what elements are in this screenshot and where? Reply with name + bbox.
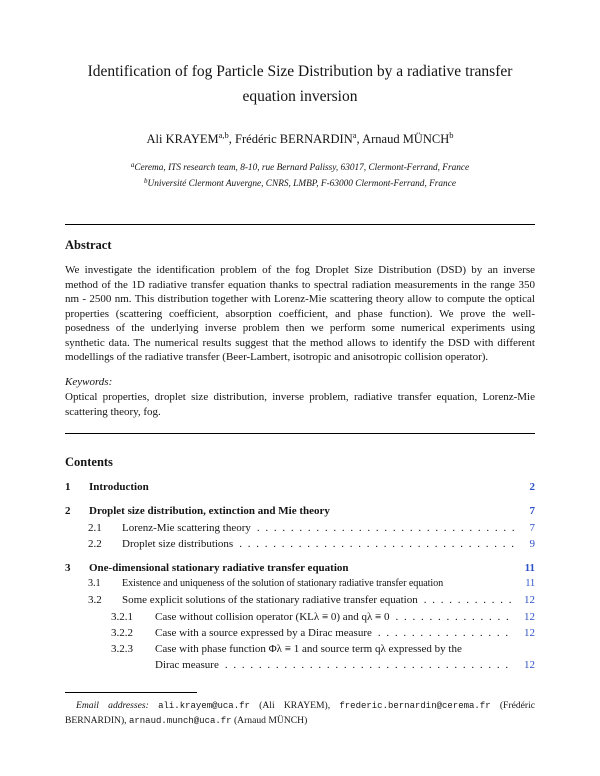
toc-page-link[interactable]: 12 bbox=[524, 659, 535, 672]
toc-dot-leader bbox=[424, 592, 514, 608]
author-separator: , bbox=[228, 131, 236, 146]
author-affiliation-superscript: b bbox=[449, 129, 454, 140]
toc-section-number: 1 bbox=[65, 481, 71, 494]
toc-entry-droplet-size[interactable] bbox=[65, 503, 535, 519]
affiliation-marker: a bbox=[130, 160, 135, 169]
toc-dot-leader bbox=[395, 609, 514, 625]
table-of-contents bbox=[65, 479, 535, 673]
toc-page-link[interactable]: 12 bbox=[524, 610, 535, 623]
email-address: frederic.bernardin@cerema.fr bbox=[339, 701, 491, 712]
toc-page-link[interactable]: 12 bbox=[524, 594, 535, 607]
toc-section-title: Case with a source expressed by a Dirac measure bbox=[155, 626, 372, 639]
email-address: arnaud.munch@uca.fr bbox=[128, 715, 232, 726]
affiliation-text: Cerema, ITS research team, 8-10, rue Bernard Palissy, 63017, Clermont-Ferrand, France bbox=[134, 162, 470, 173]
toc-section-title: Lorenz-Mie scattering theory bbox=[122, 521, 251, 534]
toc-dot-leader bbox=[239, 536, 514, 552]
toc-entry-lorenz-mie[interactable] bbox=[65, 520, 535, 536]
toc-section-title: Droplet size distribution, extinction and Mie theory bbox=[89, 505, 330, 518]
toc-entry-radiative-transfer[interactable] bbox=[65, 560, 535, 576]
toc-page-link[interactable]: 11 bbox=[525, 578, 535, 590]
affiliations-block bbox=[65, 160, 535, 192]
affiliation-text: Université Clermont Auvergne, CNRS, LMBP, F-63000 Clermont-Ferrand, France bbox=[147, 178, 456, 189]
abstract-heading: Abstract bbox=[65, 238, 112, 253]
toc-page-link[interactable]: 7 bbox=[529, 505, 535, 518]
affiliation-line bbox=[65, 160, 535, 176]
keywords-text: Optical properties, droplet size distribution, inverse problem, radiative transfer equation, Lorenz-Mie scattering theory, fog. bbox=[65, 391, 535, 418]
keywords-label: Keywords: bbox=[65, 376, 113, 389]
affiliation-line bbox=[65, 176, 535, 192]
toc-section-title: One-dimensional stationary radiative transfer equation bbox=[89, 561, 349, 574]
toc-entry-existence-uniqueness[interactable] bbox=[65, 576, 535, 592]
toc-page-link[interactable]: 12 bbox=[524, 626, 535, 639]
toc-section-number: 3.2.1 bbox=[111, 610, 133, 623]
paper-title: Identification of fog Particle Size Distribution by a radiative transfer equation inversion bbox=[87, 63, 513, 105]
toc-section-title: Case with phase function Φλ ≡ 1 and source term qλ expressed by the bbox=[155, 642, 462, 655]
author-affiliation-superscript: a bbox=[352, 129, 357, 140]
author-name: Arnaud MÜNCH bbox=[362, 131, 450, 146]
toc-section-number: 2.2 bbox=[88, 537, 102, 550]
toc-entry-explicit-solutions[interactable] bbox=[65, 592, 535, 608]
toc-entry-introduction[interactable] bbox=[65, 479, 535, 495]
toc-entry-case-phase-function-continuation[interactable] bbox=[65, 657, 535, 673]
toc-section-title: Introduction bbox=[89, 481, 149, 494]
frontmatter-rule-top bbox=[65, 224, 535, 225]
toc-entry-droplet-distributions[interactable] bbox=[65, 536, 535, 552]
author-name: Frédéric BERNARDIN bbox=[235, 131, 353, 146]
authors-line bbox=[65, 130, 535, 147]
author-affiliation-superscript: a,b bbox=[218, 129, 229, 140]
email-owner: (Arnaud MÜNCH) bbox=[231, 714, 308, 726]
toc-section-title: Some explicit solutions of the stationary radiative transfer equation bbox=[122, 594, 418, 607]
toc-section-number: 3.2 bbox=[88, 594, 102, 607]
toc-section-number: 3.1 bbox=[88, 578, 101, 590]
toc-dot-leader bbox=[225, 657, 514, 673]
email-address: ali.krayem@uca.fr bbox=[158, 701, 250, 712]
toc-section-title: Droplet size distributions bbox=[122, 537, 234, 550]
toc-page-link[interactable]: 2 bbox=[529, 481, 535, 494]
toc-section-number: 3.2.3 bbox=[111, 642, 133, 655]
footnote-email-addresses bbox=[65, 699, 535, 728]
toc-entry-case-dirac-source[interactable] bbox=[65, 625, 535, 641]
email-owner: (Frédéric BERNARDIN), bbox=[65, 700, 536, 726]
frontmatter-rule-bottom bbox=[65, 433, 535, 434]
contents-heading: Contents bbox=[65, 455, 113, 470]
toc-section-title: Existence and uniqueness of the solution of stationary radiative transfer equation bbox=[122, 578, 444, 590]
toc-section-title: Dirac measure bbox=[155, 659, 219, 672]
author-separator: , bbox=[356, 131, 363, 146]
toc-page-link[interactable]: 9 bbox=[529, 537, 535, 550]
abstract-text: We investigate the identification problem of the fog Droplet Size Distribution (DSD) by an inverse method of the 1D radiative transfer equation thanks to spectral radiation measurements in the range 350 nm - 2500 nm. This distribution together with Lorenz-Mie scattering theory allow to compute the optical properties (scattering coefficient, absorption coefficient, and phase function). We prove the well-posedness of the underlying inverse problem then we perform some numerical experiments using synthetic data. The numerical results suggest that the method allows to identify the DSD with different modellings of the radiative transfer (Beer-Lambert, isotropic and anisotropic collision operator). bbox=[65, 264, 535, 363]
toc-section-number: 2.1 bbox=[88, 521, 102, 534]
toc-section-number: 3 bbox=[65, 561, 71, 574]
toc-page-link[interactable]: 11 bbox=[524, 561, 535, 574]
toc-section-title: Case without collision operator (KLλ ≡ 0) and qλ ≡ 0 bbox=[155, 610, 390, 623]
toc-section-number: 2 bbox=[65, 505, 71, 518]
author-name: Ali KRAYEM bbox=[146, 131, 219, 146]
footnote-separator bbox=[65, 692, 197, 693]
toc-dot-leader bbox=[257, 520, 514, 536]
toc-section-number: 3.2.2 bbox=[111, 626, 133, 639]
toc-entry-case-no-collision[interactable] bbox=[65, 609, 535, 625]
toc-entry-case-phase-function[interactable] bbox=[65, 641, 535, 657]
affiliation-marker: b bbox=[144, 176, 148, 185]
toc-dot-leader bbox=[378, 625, 514, 641]
footnote-label: Email addresses: bbox=[76, 700, 149, 712]
toc-page-link[interactable]: 7 bbox=[529, 521, 535, 534]
email-owner: (Ali KRAYEM), bbox=[249, 700, 340, 712]
